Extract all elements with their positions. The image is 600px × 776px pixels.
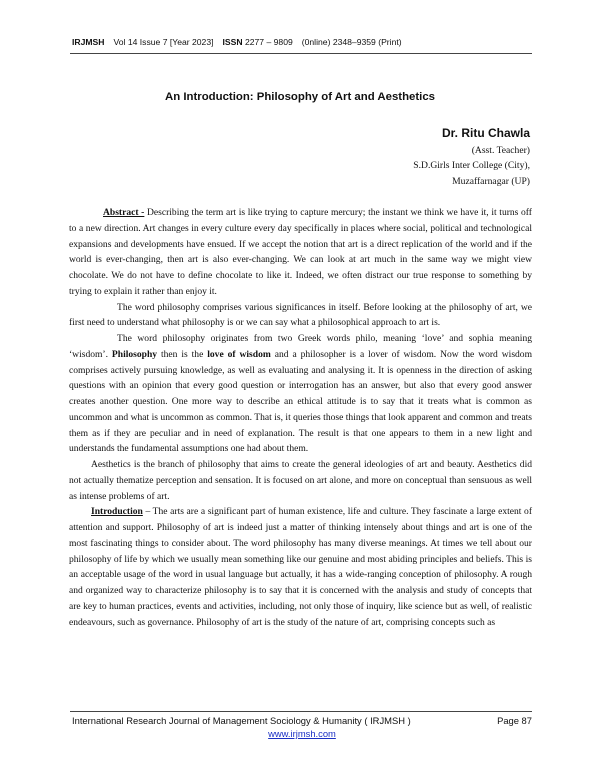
author-role: (Asst. Teacher) — [471, 145, 530, 156]
header-volume: Vol 14 Issue 7 [Year 2023] — [113, 37, 214, 47]
abstract-paragraph — [69, 205, 532, 300]
header-online: (0nline) 2348–9359 (Print) — [301, 37, 402, 47]
para3-bold-love-of-wisdom: love of wisdom — [207, 348, 271, 360]
header-divider — [70, 53, 532, 54]
author-location: Muzaffarnagar (UP) — [452, 175, 530, 187]
introduction-text: – The arts are a significant part of human existence, life and culture. They fascinate a large extent of attention and support. Philosophy of art is indeed just a matter of thinking intensely about things and art is one of the most fascinating things to consider about. The word philosophy has many diverse meanings. At times we tell about our philosophy of life by which we usually mean something like our genuine and most abiding principles and beliefs. This is an acceptable usage of the word in usual language but actually, it has a wide-ranging conception of philosophy. A rough and organized way to characterize philosophy is to say that it is concerned with the analysis and study of concepts that are key to human practices, events and activities, including, not only those of inquiry, like science but as well, of realistic endeavours, such as governance. Philosophy of art is the study of the nature of art, comprising concepts such as — [69, 506, 532, 628]
footer-url-link[interactable]: www.irjmsh.com — [268, 728, 336, 739]
running-header — [72, 37, 532, 47]
footer-divider — [70, 711, 532, 712]
paper-title: An Introduction: Philosophy of Art and Aesthetics — [165, 91, 435, 103]
introduction-paragraph — [69, 504, 532, 630]
abstract-text: Describing the term art is like trying to capture mercury; the instant we think we have it, it turns off to a new direction. Art changes in every culture every day specifically in places where social, political and technological expansions and developments have ensued. If we accept the notion that art is a direct replication of the world and if the world is ever-changing, then art is also ever-changing. We can look at art much in the same way we might view chocolate. We do not have to define chocolate to like it. Indeed, we often distract our true response to something by trying to explain it rather than enjoy it. — [69, 207, 532, 297]
para3-text-c: then is the — [157, 348, 208, 360]
header-issn-label: ISSN — [222, 37, 243, 47]
abstract-label: Abstract - — [103, 207, 145, 218]
paragraph-aesthetics: Aesthetics is the branch of philosophy that aims to create the general ideologies of art and beauty. Aesthetics did not actually thematize perception and sensation. It is focused on art alone, and more on conceptual than sensuous as well as intense problems of art. — [69, 459, 532, 502]
para3-text-d: and a philosopher is a lover of wisdom. Now the word wisdom comprises actively pursuing knowledge, as well as evaluating and analysing it. It is openness in the direction of asking questions with an opinion that every good question or interrogation has an answer, but also that every good answer creates another question. One more way to describe an ethical attitude is to say that it treats what is common as uncommon and what is uncommon as common. That is, it queries those things that look apparent and common and treats them as if they are peculiar and in need of explanation. The result is that one appears to them in a new light and understands the fundamental assumptions one had about them. — [69, 348, 533, 455]
header-issn: 2277 – 9809 — [244, 37, 293, 47]
para3-text-a: The word philosophy originates from two Greek words philo, meaning ‘love’ and sophia meaning ‘wisdom’. — [69, 333, 532, 360]
author-block — [413, 126, 530, 189]
paragraph-philosophy-origin — [69, 331, 532, 457]
paragraph-philosophy-meaning: The word philosophy comprises various significances in itself. Before looking at the philosophy of art, we first need to understand what philosophy is or we can say what a philosophical approach to art is. — [69, 301, 532, 329]
paper-body — [69, 205, 532, 630]
para3-bold-philosophy: Philosophy — [111, 348, 158, 360]
author-name: Dr. Ritu Chawla — [441, 126, 530, 140]
introduction-label: Introduction — [91, 506, 143, 518]
author-institution: S.D.Girls Inter College (City), — [413, 160, 530, 172]
header-journal: IRJMSH — [72, 37, 105, 47]
footer-page-number: Page 87 — [497, 715, 532, 726]
footer-journal: International Research Journal of Management Sociology & Humanity ( IRJMSH ) — [72, 715, 411, 726]
